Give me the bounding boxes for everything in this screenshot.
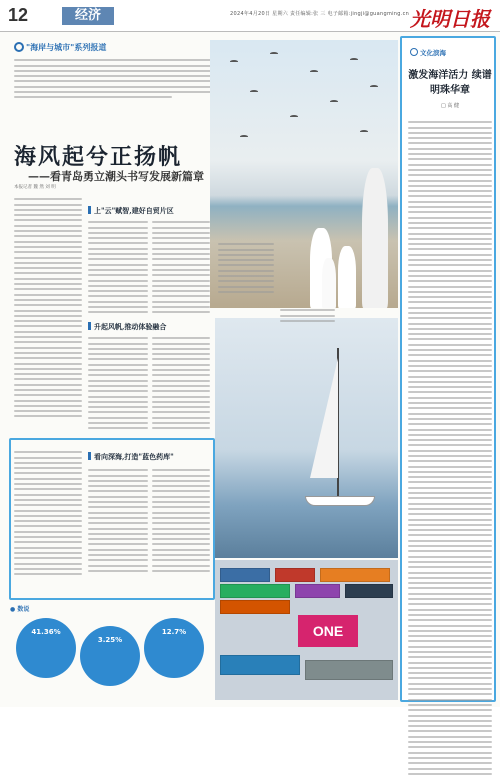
- section-heading-1: 上"云"赋智,建好自贸片区: [88, 206, 174, 216]
- sidebar-body: [408, 118, 492, 778]
- sidebar-author: □ 高 健: [441, 103, 459, 109]
- byline: 本报记者 魏 然 刘 明: [14, 185, 56, 190]
- stat-circle-3: 12.7%: [144, 618, 204, 678]
- body-column-7: [88, 466, 148, 575]
- body-column-4: [88, 334, 148, 433]
- body-column-1: [14, 195, 82, 421]
- page-number: 12: [8, 5, 29, 25]
- sidebar-article-box: [400, 36, 496, 702]
- stats-panel: [10, 604, 210, 700]
- section-heading-3: 看向深海,打造"蓝色药库": [88, 452, 174, 462]
- body-column-8: [152, 466, 210, 575]
- sidebar-tag: 文化滨海: [410, 48, 446, 57]
- sailboat-photo: [215, 318, 398, 558]
- issue-info: 2024年4月20日 星期六 责任编辑:张 三 电子邮箱:jingji@guangming.cn: [230, 11, 410, 17]
- stat-circle-2: 3.25%: [80, 626, 140, 686]
- body-column-3: [152, 218, 210, 317]
- container-port-photo: [215, 560, 398, 700]
- body-column-2: [88, 218, 148, 317]
- stat-circle-1: 41.36%: [16, 618, 76, 678]
- masthead-logo: 光明日报: [410, 7, 490, 31]
- stats-title: ● 数说: [10, 606, 30, 613]
- section-label: 经济: [62, 7, 114, 25]
- series-logo-icon: [14, 42, 24, 52]
- sidebar-title: 激发海洋活力 续谱明珠华章: [408, 70, 492, 96]
- section-heading-2: 升起风帆,推动体验融合: [88, 322, 166, 332]
- series-label: [14, 42, 106, 53]
- body-column-10: [280, 306, 335, 325]
- page-header: [0, 0, 500, 32]
- ship-container-label: ONE: [298, 615, 358, 647]
- article-subtitle: ——看青岛勇立潮头书写发展新篇章: [28, 170, 204, 183]
- body-column-6: [14, 448, 82, 578]
- article-title: 海风起兮正扬帆: [14, 144, 183, 170]
- series-text: "海岸与城市"系列报道: [26, 43, 107, 52]
- body-column-5: [152, 334, 210, 433]
- intro-paragraph: [14, 56, 239, 102]
- body-column-9: [218, 240, 274, 296]
- sidebar-logo-icon: [410, 48, 418, 56]
